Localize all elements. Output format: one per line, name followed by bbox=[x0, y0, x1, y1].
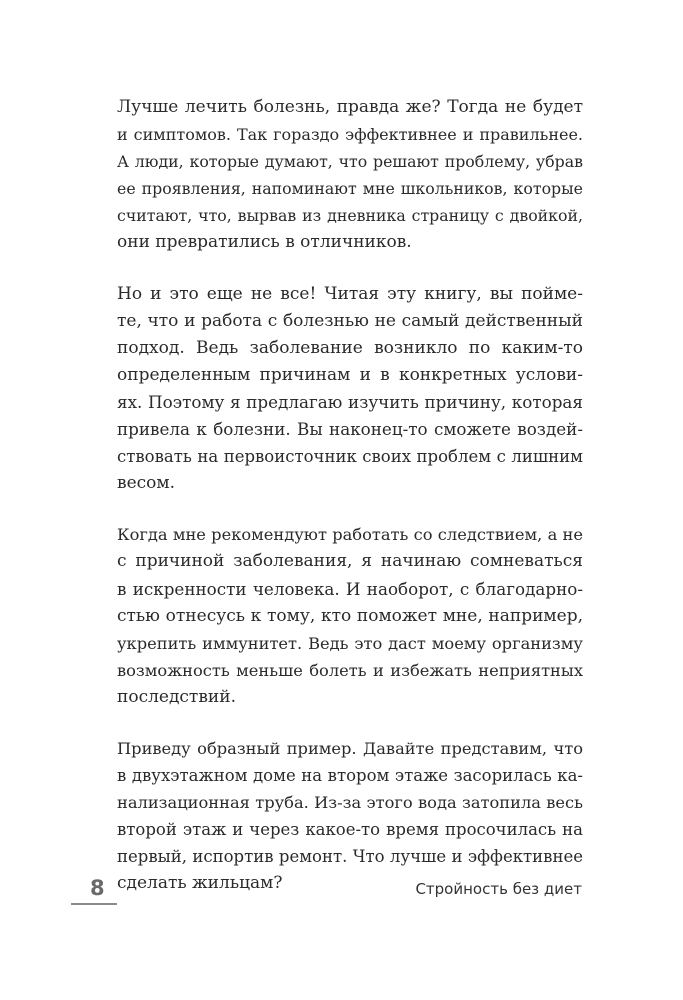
footer-divider bbox=[71, 903, 117, 905]
text-line: возможность меньше болеть и избежать неприятных bbox=[117, 660, 583, 680]
running-title: Стройность без диет bbox=[415, 880, 582, 898]
text-line: подход. Ведь заболевание возникло по каким-то bbox=[117, 337, 583, 358]
text-line: ее проявления, напоминают мне школьников, которые bbox=[117, 179, 583, 199]
text-line: последствий. bbox=[117, 686, 236, 707]
text-line: нализационная труба. Из-за этого вода затопила весь bbox=[117, 793, 583, 813]
text-line: определенным причинам и в конкретных услови- bbox=[117, 364, 583, 385]
text-line: ях. Поэтому я предлагаю изучить причину, которая bbox=[117, 391, 583, 412]
text-line: Но и это еще не все! Читая эту книгу, вы пойме- bbox=[117, 283, 583, 304]
paragraph-1 bbox=[117, 94, 583, 257]
paragraph-2 bbox=[117, 281, 583, 498]
text-line: и симптомов. Так гораздо эффективнее и правильнее. bbox=[117, 125, 583, 145]
text-line: Когда мне рекомендуют работать со следствием, а не bbox=[117, 525, 583, 545]
text-line: они превратились в отличников. bbox=[117, 232, 412, 253]
text-line: стью отнесусь к тому, кто поможет мне, например, bbox=[117, 605, 583, 626]
text-line: сделать жильцам? bbox=[117, 873, 283, 894]
text-line: второй этаж и через какое-то время просочилась на bbox=[117, 820, 583, 840]
text-line: ствовать на первоисточник своих проблем с лишним bbox=[117, 447, 583, 467]
text-line: весом. bbox=[117, 473, 176, 494]
text-line: Приведу образный пример. Давайте представим, что bbox=[117, 738, 583, 758]
text-line: считают, что, вырвав из дневника страницу с двойкой, bbox=[117, 206, 583, 226]
text-line: в искренности человека. И наоборот, с благодарно- bbox=[117, 578, 583, 599]
text-line: Лучше лечить болезнь, правда же? Тогда не будет bbox=[117, 97, 583, 117]
page-number: 8 bbox=[90, 876, 105, 900]
text-line: с причиной заболевания, я начинаю сомневаться bbox=[117, 551, 583, 572]
text-line: первый, испортив ремонт. Что лучше и эффективнее bbox=[117, 847, 583, 867]
text-line: укрепить иммунитет. Ведь это даст моему организму bbox=[117, 633, 583, 653]
text-line: привела к болезни. Вы наконец-то сможете воздей- bbox=[117, 419, 583, 440]
text-line: в двухэтажном доме на втором этаже засорилась ка- bbox=[117, 766, 583, 786]
page-footer bbox=[0, 870, 683, 910]
text-line: А люди, которые думают, что решают проблему, убрав bbox=[117, 152, 583, 172]
text-line: те, что и работа с болезнью не самый действенный bbox=[117, 310, 583, 331]
paragraph-3 bbox=[117, 521, 583, 711]
body-text bbox=[117, 94, 583, 922]
